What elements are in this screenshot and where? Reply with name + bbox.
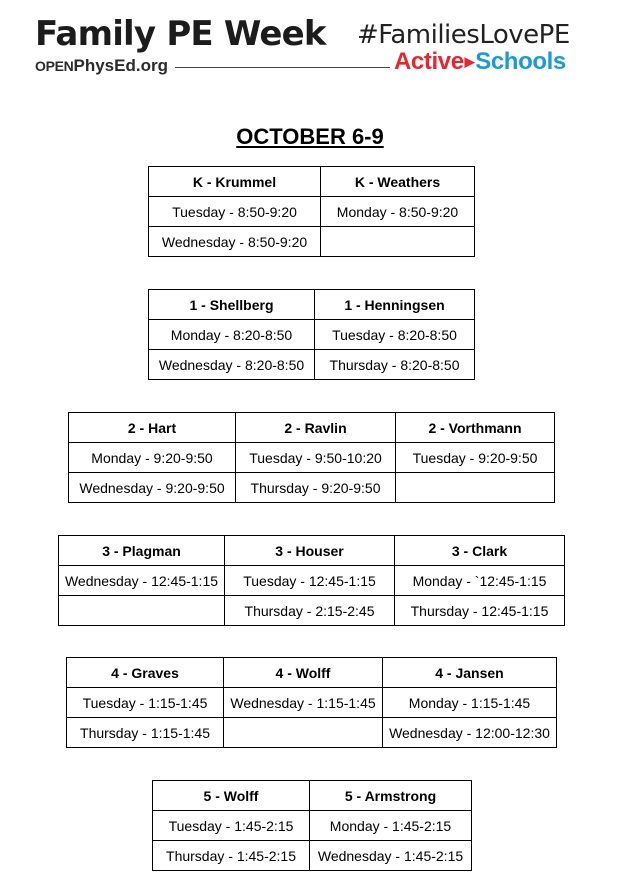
table-cell: Wednesday - 1:45-2:15	[310, 841, 472, 871]
table-row	[149, 350, 475, 380]
table-cell: Monday - 8:20-8:50	[149, 320, 315, 350]
table-cell: Wednesday - 9:20-9:50	[69, 473, 236, 503]
table-cell: Tuesday - 9:20-9:50	[396, 443, 555, 473]
table-row	[67, 688, 557, 718]
table-cell: Tuesday - 12:45-1:15	[225, 566, 395, 596]
table-cell: Thursday - 2:15-2:45	[225, 596, 395, 626]
header-banner	[0, 0, 620, 90]
table-header-row	[149, 167, 475, 197]
table-header-cell: 2 - Vorthmann	[396, 413, 555, 443]
table-header-cell: 4 - Jansen	[383, 658, 557, 688]
table-header-cell: 1 - Henningsen	[315, 290, 475, 320]
schedule-table-grade-2	[68, 412, 555, 503]
table-cell: Thursday - 1:45-2:15	[153, 841, 310, 871]
table-cell: Thursday - 8:20-8:50	[315, 350, 475, 380]
header-divider	[175, 67, 390, 68]
schedule-table-grade-5	[152, 780, 472, 871]
table-cell	[59, 596, 225, 626]
table-row	[153, 811, 472, 841]
table-row	[149, 320, 475, 350]
table-header-cell: 3 - Houser	[225, 536, 395, 566]
schedule-table-grade-4	[66, 657, 557, 748]
table-row	[59, 566, 565, 596]
openphysed-logo-prefix: OPEN	[35, 58, 74, 74]
table-cell: Thursday - 12:45-1:15	[395, 596, 565, 626]
table-header-cell: 5 - Wolff	[153, 781, 310, 811]
family-pe-week-logo: Family PE Week	[35, 14, 326, 54]
active-schools-logo	[394, 50, 566, 74]
table-cell: Monday - 8:50-9:20	[321, 197, 475, 227]
table-cell: Thursday - 9:20-9:50	[236, 473, 396, 503]
table-cell: Wednesday - 1:15-1:45	[224, 688, 383, 718]
table-row	[149, 227, 475, 257]
schedule-table-grade-1	[148, 289, 475, 380]
table-header-row	[59, 536, 565, 566]
table-cell: Monday - 1:15-1:45	[383, 688, 557, 718]
table-row	[69, 443, 555, 473]
table-cell: Wednesday - 12:45-1:15	[59, 566, 225, 596]
table-row	[59, 596, 565, 626]
table-header-cell: 5 - Armstrong	[310, 781, 472, 811]
table-row	[153, 841, 472, 871]
table-header-cell: 1 - Shellberg	[149, 290, 315, 320]
table-cell: Monday - 9:20-9:50	[69, 443, 236, 473]
table-cell: Tuesday - 1:45-2:15	[153, 811, 310, 841]
table-header-row	[149, 290, 475, 320]
table-cell: Tuesday - 8:20-8:50	[315, 320, 475, 350]
table-cell: Wednesday - 8:20-8:50	[149, 350, 315, 380]
table-header-cell: 4 - Wolff	[224, 658, 383, 688]
table-header-row	[69, 413, 555, 443]
table-cell: Wednesday - 12:00-12:30	[383, 718, 557, 748]
table-cell	[396, 473, 555, 503]
table-cell: Wednesday - 8:50-9:20	[149, 227, 321, 257]
table-header-row	[153, 781, 472, 811]
openphysed-logo	[35, 57, 168, 74]
hashtag-text: #FamiliesLovePE	[357, 20, 570, 50]
table-header-cell: 3 - Clark	[395, 536, 565, 566]
table-cell	[224, 718, 383, 748]
table-header-cell: 2 - Hart	[69, 413, 236, 443]
table-header-cell: K - Krummel	[149, 167, 321, 197]
table-cell	[321, 227, 475, 257]
arrow-icon: ▶	[464, 54, 475, 69]
table-header-cell: K - Weathers	[321, 167, 475, 197]
schedule-table-k	[148, 166, 475, 257]
table-cell: Monday - 1:45-2:15	[310, 811, 472, 841]
page-title: OCTOBER 6-9	[236, 124, 384, 149]
table-row	[69, 473, 555, 503]
table-cell: Thursday - 1:15-1:45	[67, 718, 224, 748]
openphysed-logo-suffix: PhysEd.org	[73, 56, 168, 75]
schedule-table-grade-3	[58, 535, 565, 626]
table-cell: Tuesday - 1:15-1:45	[67, 688, 224, 718]
table-header-cell: 3 - Plagman	[59, 536, 225, 566]
table-cell: Tuesday - 9:50-10:20	[236, 443, 396, 473]
table-cell: Monday - `12:45-1:15	[395, 566, 565, 596]
table-header-row	[67, 658, 557, 688]
schools-logo-text: Schools	[475, 48, 566, 75]
table-header-cell: 2 - Ravlin	[236, 413, 396, 443]
table-row	[67, 718, 557, 748]
table-header-cell: 4 - Graves	[67, 658, 224, 688]
table-cell: Tuesday - 8:50-9:20	[149, 197, 321, 227]
table-row	[149, 197, 475, 227]
active-logo-text: Active	[394, 48, 464, 75]
